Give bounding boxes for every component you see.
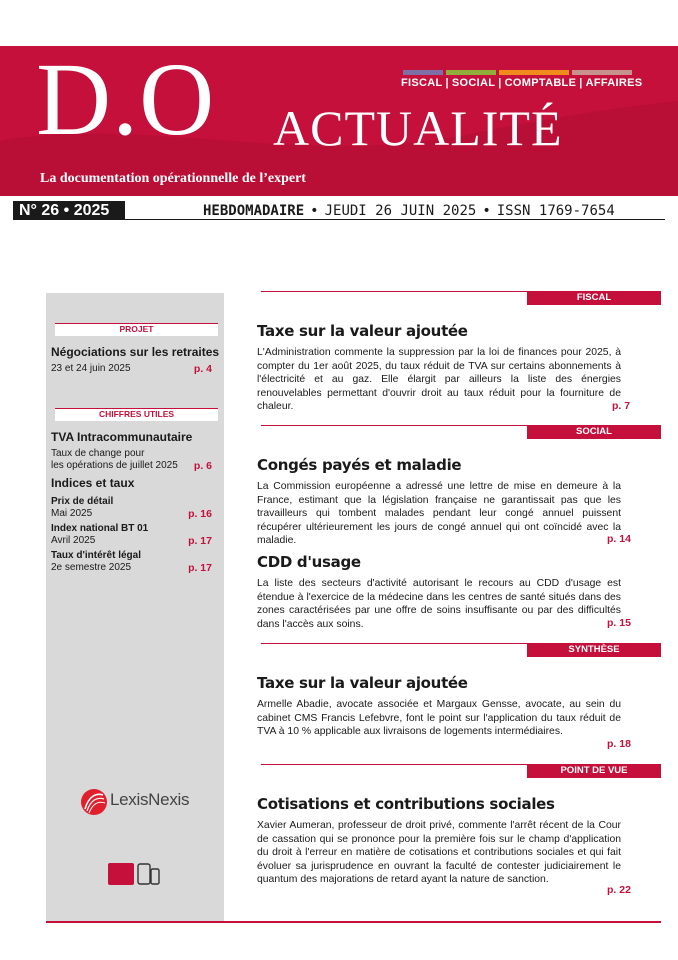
tva-page-ref[interactable]: p. 6	[193, 460, 212, 472]
issue-date: JEUDI 26 JUIN 2025	[324, 203, 477, 219]
indice-name[interactable]: Index national BT 01	[51, 523, 149, 534]
article-title[interactable]: CDD d'usage	[257, 553, 361, 571]
issue-number: N° 26 • 2025	[13, 201, 125, 220]
article-page-ref[interactable]: p. 22	[607, 884, 631, 896]
section-tag-synthese: SYNTHÈSE	[527, 643, 661, 657]
lexisnexis-wordmark: LexisNexis	[110, 790, 190, 809]
category-labels: FISCAL | SOCIAL | COMPTABLE | AFFAIRES	[401, 77, 643, 89]
frequency: HEBDOMADAIRE	[203, 203, 305, 219]
section-bar-social	[261, 425, 661, 441]
chiffres-label: CHIFFRES UTILES	[98, 409, 175, 419]
tva-title[interactable]: TVA Intracommunautaire	[51, 430, 193, 444]
sidebar	[46, 293, 224, 921]
section-tag-point-de-vue: POINT DE VUE	[527, 764, 661, 778]
projet-dates: 23 et 24 juin 2025	[51, 363, 131, 374]
projet-header	[55, 323, 218, 336]
projet-page-ref[interactable]: p. 4	[193, 363, 212, 375]
tva-sub-line2: les opérations de juillet 2025	[51, 460, 178, 471]
article-title[interactable]: Taxe sur la valeur ajoutée	[257, 674, 468, 692]
category-social: SOCIAL	[451, 77, 496, 89]
article-title[interactable]: Congés payés et maladie	[257, 456, 462, 474]
article-page-ref[interactable]: p. 14	[607, 533, 631, 545]
indice-date: Avril 2025	[51, 535, 96, 546]
social-color-bar	[446, 70, 496, 75]
indice-date: 2e semestre 2025	[51, 562, 132, 573]
logo-main: D.O	[36, 46, 216, 157]
fiscal-text: L'Administration commente la suppression par la loi de finances pour 2025, à compter du 1er août 2025, du taux réduit de TVA sur certains abonnements à l'électricité et au gaz. Elle élargit par ailleurs la liste des énergies renouvelables permettant d'ouvrir droit au taux réduit pour la fourniture de chaleur.	[257, 347, 621, 413]
devices-icon[interactable]	[137, 861, 161, 887]
section-tag-fiscal: FISCAL	[527, 291, 661, 305]
article-text: Armelle Abadie, avocate associée et Margaux Gensse, avocate, au sein du cabinet CMS Francis Lefebvre, font le point sur l'application du taux réduit de TVA à 10 % applicable aux livraisons de logements intermédiaires.	[257, 699, 621, 738]
indice-name[interactable]: Prix de détail	[51, 496, 114, 507]
indice-date: Mai 2025	[51, 508, 93, 519]
article-text: Xavier Aumeran, professeur de droit privé, commente l'arrêt récent de la Cour de cassation qui se prononce pour la première fois sur le champ d'application du droit à l'erreur en matière de cotisations et contributions sociales et qui fait évoluer sa jurisprudence en ouvrant la faculté de contester judiciairement le quantum des majorations de retard ayant la nature de sanction.	[257, 820, 621, 886]
section-tag-social: SOCIAL	[527, 425, 661, 439]
masthead-banner	[0, 46, 678, 196]
issn: ISSN 1769-7654	[496, 203, 615, 219]
article-text	[257, 346, 621, 414]
article-text: La liste des secteurs d'activité autorisant le recours au CDD d'usage est étendue à l'exercice de la médecine dans les centres de santé situés dans des zones caractérisées par une offre de soins insuffisante ou par des difficultés dans l'accès aux soins.	[257, 578, 621, 630]
indices-title: Indices et taux	[51, 476, 135, 490]
section-bar-fiscal	[261, 291, 661, 307]
footer-rule	[46, 921, 661, 923]
projet-title[interactable]: Négociations sur les retraites	[51, 345, 220, 359]
comptable-color-bar	[499, 70, 569, 75]
section-bar-point-de-vue	[261, 764, 661, 780]
category-fiscal: FISCAL	[401, 77, 443, 89]
article-page-ref[interactable]: p. 7	[612, 400, 631, 412]
indice-page-ref[interactable]: p. 17	[188, 562, 212, 574]
dateline: HEBDOMADAIRE • JEUDI 26 JUIN 2025 • ISSN 1769-7654	[203, 203, 615, 219]
indice-page-ref[interactable]: p. 17	[188, 535, 212, 547]
header-rule	[125, 219, 665, 220]
article-text: La Commission européenne a adressé une lettre de mise en demeure à la France, estimant que la législation française ne garantissait pas que les travailleurs qui tombent malades pendant leur congé annuel puissent récupérer ultérieurement les jours de congé annuel qui ont coïncidé avec la maladie.	[257, 481, 621, 547]
article-page-ref[interactable]: p. 15	[607, 617, 631, 629]
chiffres-header	[55, 408, 218, 421]
lexisnexis-logo-icon	[79, 785, 109, 819]
kiosque-icon[interactable]	[108, 863, 134, 885]
indice-name[interactable]: Taux d'intérêt légal	[51, 550, 141, 561]
affaires-color-bar	[572, 70, 632, 75]
logo-sub: ACTUALITÉ	[273, 100, 563, 156]
category-affaires: AFFAIRES	[585, 77, 643, 89]
category-color-bars	[403, 70, 632, 75]
article-page-ref[interactable]: p. 18	[607, 738, 631, 750]
projet-label: PROJET	[119, 324, 154, 334]
indice-page-ref[interactable]: p. 16	[188, 508, 212, 520]
tva-sub-line1: Taux de change pour	[51, 448, 145, 459]
fiscal-color-bar	[403, 70, 443, 75]
article-title[interactable]: Taxe sur la valeur ajoutée	[257, 322, 468, 340]
tagline: La documentation opérationnelle de l’expert	[40, 171, 306, 186]
section-bar-synthese	[261, 643, 661, 659]
category-comptable: COMPTABLE	[504, 77, 577, 89]
article-title[interactable]: Cotisations et contributions sociales	[257, 795, 555, 813]
